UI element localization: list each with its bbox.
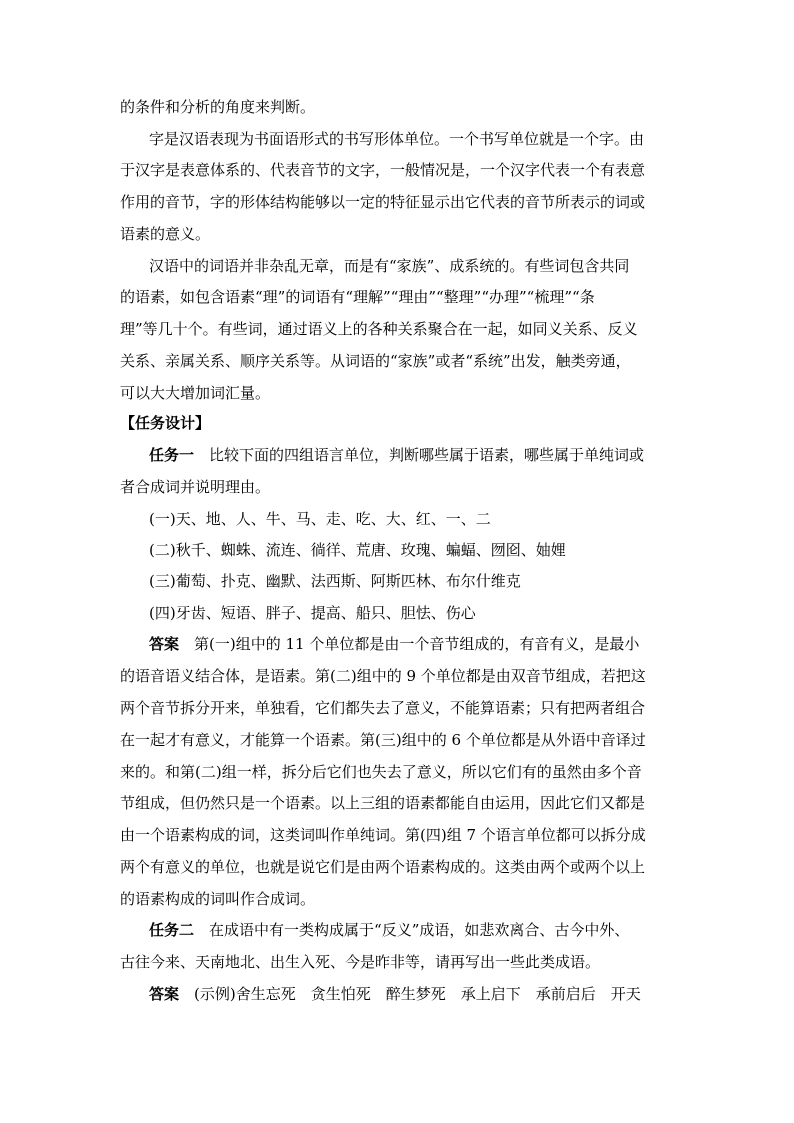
list-item: (一)天、地、人、牛、马、走、吃、大、红、一、二 <box>149 510 491 528</box>
text-line: 字是汉语表现为书面语形式的书写形体单位。一个书写单位就是一个字。由 <box>149 130 645 148</box>
text-line: 可以大大增加词汇量。 <box>120 384 271 402</box>
task-label: 任务一 <box>149 446 195 464</box>
text-line: 者合成词并说明理由。 <box>120 478 271 496</box>
text-line: 古往今来、天南地北、出生入死、今是昨非等，请再写出一些此类成语。 <box>120 953 601 971</box>
answer-paragraph <box>149 634 639 654</box>
text-line: (示例)舍生忘死 贪生怕死 醉生梦死 承上启下 承前启后 开天 <box>194 985 641 1003</box>
text-line: 比较下面的四组语言单位，判断哪些属于语素，哪些属于单纯词或 <box>209 446 645 464</box>
task-label: 任务二 <box>149 921 195 939</box>
task-paragraph <box>149 445 644 465</box>
text-line: 节组成，但仍然只是一个语素。以上三组的语素都能自由运用，因此它们又都是 <box>120 794 646 812</box>
text-line: 两个音节拆分开来，单独看，它们都失去了意义，不能算语素；只有把两者组合 <box>120 699 646 717</box>
list-item: (四)牙齿、短语、胖子、提高、船只、胆怯、伤心 <box>149 604 476 622</box>
answer-paragraph <box>149 984 641 1004</box>
text-line: 语素的意义。 <box>120 225 211 243</box>
text-line: 作用的音节，字的形体结构能够以一定的特征显示出它代表的音节所表示的词或 <box>120 193 646 211</box>
text-line: 的语素构成的词叫作合成词。 <box>120 890 316 908</box>
answer-label: 答案 <box>149 985 180 1003</box>
text-line: 在一起才有意义，才能算一个语素。第(三)组中的 6 个单位都是从外语中音译过 <box>120 731 646 749</box>
text-line: 两个有意义的单位，也就是说它们是由两个语素构成的。这类由两个或两个以上 <box>120 858 646 876</box>
list-item: (三)葡萄、扑克、幽默、法西斯、阿斯匹林、布尔什维克 <box>149 572 521 590</box>
text-line: 于汉字是表意体系的、代表音节的文字，一般情况是，一个汉字代表一个有表意 <box>120 161 646 179</box>
section-heading: 【任务设计】 <box>120 414 211 432</box>
task-paragraph <box>149 920 629 940</box>
text-line: 关系、亲属关系、顺序关系等。从词语的“家族”或者“系统”出发，触类旁通， <box>120 352 631 370</box>
text-line: 的条件和分析的角度来判断。 <box>120 98 316 116</box>
text-line: 在成语中有一类构成属于“反义”成语，如悲欢离合、古今中外、 <box>209 921 630 939</box>
text-line: 的语音语义结合体，是语素。第(二)组中的 9 个单位都是由双音节组成，若把这 <box>120 667 646 685</box>
answer-label: 答案 <box>149 635 180 653</box>
text-line: 由一个语素构成的词，这类词叫作单纯词。第(四)组 7 个语言单位都可以拆分成 <box>120 826 646 844</box>
text-line: 的语素，如包含语素“理”的词语有“理解”“理由”“整理”“办理”“梳理”“条 <box>120 288 595 306</box>
text-line: 第(一)组中的 11 个单位都是由一个音节组成的，有音有义，是最小 <box>194 635 640 653</box>
text-line: 理”等几十个。有些词，通过语义上的各种关系聚合在一起，如同义关系、反义 <box>120 320 638 338</box>
text-line: 来的。和第(二)组一样，拆分后它们也失去了意义，所以它们有的虽然由多个音 <box>120 763 642 781</box>
text-line: 汉语中的词语并非杂乱无章，而是有“家族”、成系统的。有些词包含共同 <box>149 257 630 275</box>
list-item: (二)秋千、蜘蛛、流连、徜徉、荒唐、玫瑰、蝙蝠、囫囵、妯娌 <box>149 541 566 559</box>
